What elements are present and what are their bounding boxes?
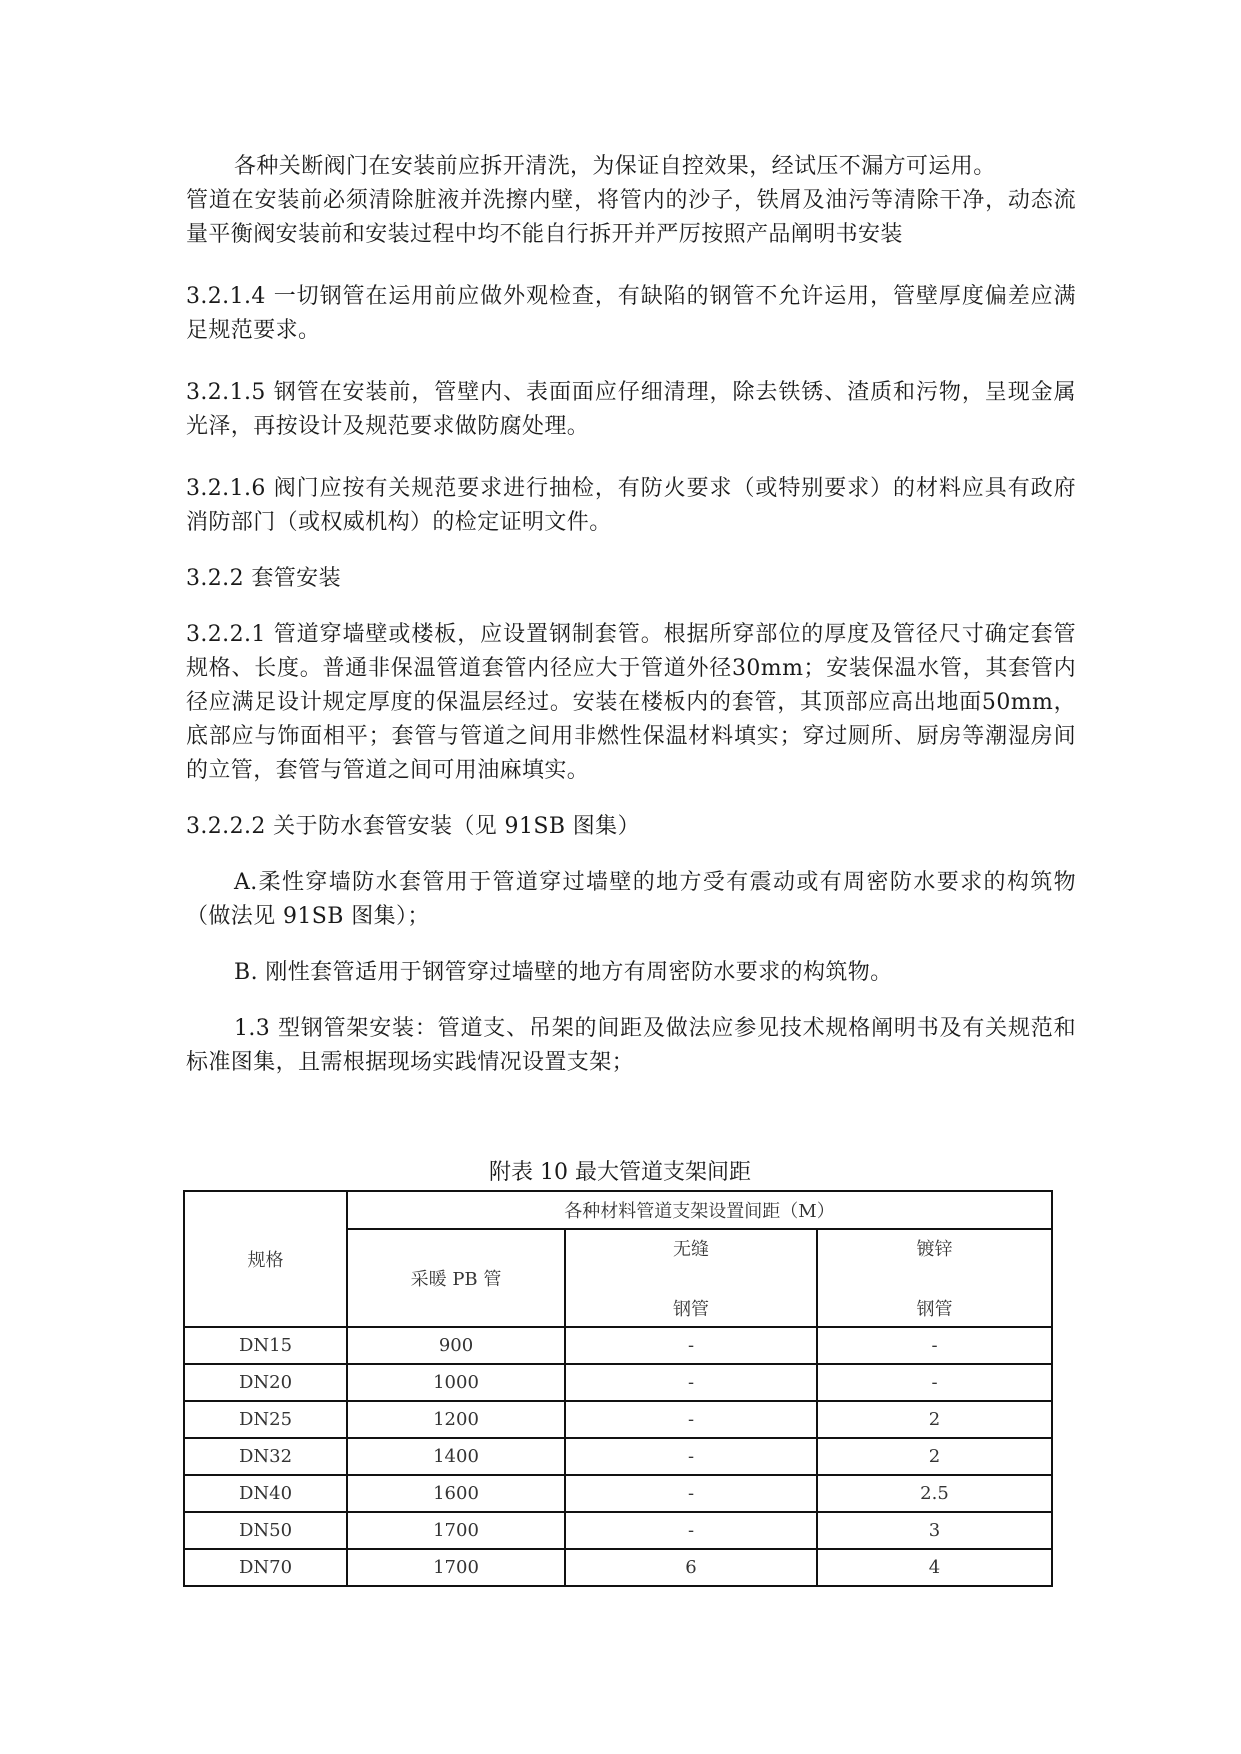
pb-cell: 1000 xyxy=(347,1364,565,1401)
galvanized-cell: - xyxy=(817,1364,1052,1401)
galvanized-header-line1: 镀锌 xyxy=(916,1239,953,1260)
galvanized-cell: 4 xyxy=(817,1549,1052,1586)
paragraph-3-2-1-4: 3.2.1.4 一切钢管在运用前应做外观检查，有缺陷的钢管不允许运用，管壁厚度偏差应满足规范要求。 xyxy=(186,284,1076,343)
table-row xyxy=(184,1438,1052,1475)
galvanized-header-line2: 钢管 xyxy=(916,1299,953,1320)
table-row xyxy=(184,1512,1052,1549)
paragraph-flexible-sleeve: A.柔性穿墙防水套管用于管道穿过墙壁的地方受有震动或有周密防水要求的构筑物（做法见 91SB 图集）； xyxy=(186,870,1076,929)
seamless-cell: 6 xyxy=(565,1549,817,1586)
paragraph-valve-cleaning: 各种关断阀门在安装前应拆开清洗，为保证自控效果，经试压不漏方可运用。 xyxy=(234,154,996,179)
seamless-cell: - xyxy=(565,1512,817,1549)
paragraph-3-2-1-5: 3.2.1.5 钢管在安装前，管壁内、表面面应仔细清理，除去铁锈、渣质和污物，呈现金属光泽，再按设计及规范要求做防腐处理。 xyxy=(186,380,1076,439)
seamless-cell: - xyxy=(565,1401,817,1438)
galvanized-cell: 2.5 xyxy=(817,1475,1052,1512)
galvanized-cell: 2 xyxy=(817,1438,1052,1475)
spec-cell: DN70 xyxy=(184,1549,347,1586)
pb-cell: 1200 xyxy=(347,1401,565,1438)
galvanized-pipe-header xyxy=(817,1229,1052,1327)
table-row xyxy=(184,1401,1052,1438)
document-body xyxy=(186,150,1076,1080)
heading-3-2-2: 3.2.2 套管安装 xyxy=(186,566,341,591)
spec-cell: DN40 xyxy=(184,1475,347,1512)
heading-3-2-2-2: 3.2.2.2 关于防水套管安装（见 91SB 图集） xyxy=(186,814,640,839)
seamless-cell: - xyxy=(565,1475,817,1512)
pb-pipe-header: 采暖 PB 管 xyxy=(347,1229,565,1327)
galvanized-cell: - xyxy=(817,1327,1052,1364)
seamless-pipe-header xyxy=(565,1229,817,1327)
paragraph-3-2-2-1: 3.2.2.1 管道穿墙壁或楼板，应设置钢制套管。根据所穿部位的厚度及管径尺寸确定套管规格、长度。普通非保温管道套管内径应大于管道外径30mm；安装保温水管，其套管内径应满足设计规定厚度的保温层经过。安装在楼板内的套管，其顶部应高出地面50mm，底部应与饰面相平；套管与管道之间用非燃性保温材料填实；穿过厕所、厨房等潮湿房间的立管，套管与管道之间可用油麻填实。 xyxy=(186,622,1076,783)
table-row xyxy=(184,1475,1052,1512)
spec-cell: DN15 xyxy=(184,1327,347,1364)
pb-cell: 1400 xyxy=(347,1438,565,1475)
support-spacing-table xyxy=(183,1190,1053,1587)
pb-cell: 1700 xyxy=(347,1512,565,1549)
pb-cell: 1700 xyxy=(347,1549,565,1586)
table-row xyxy=(184,1364,1052,1401)
spec-cell: DN20 xyxy=(184,1364,347,1401)
spec-cell: DN25 xyxy=(184,1401,347,1438)
galvanized-cell: 3 xyxy=(817,1512,1052,1549)
pb-cell: 1600 xyxy=(347,1475,565,1512)
seamless-cell: - xyxy=(565,1327,817,1364)
galvanized-cell: 2 xyxy=(817,1401,1052,1438)
table-row xyxy=(184,1327,1052,1364)
spec-cell: DN50 xyxy=(184,1512,347,1549)
group-header-cell: 各种材料管道支架设置间距（M） xyxy=(347,1191,1052,1229)
seamless-cell: - xyxy=(565,1364,817,1401)
paragraph-3-2-1-6: 3.2.1.6 阀门应按有关规范要求进行抽检，有防火要求（或特别要求）的材料应具有政府消防部门（或权威机构）的检定证明文件。 xyxy=(186,476,1076,535)
spec-header-cell: 规格 xyxy=(184,1191,347,1327)
seamless-cell: - xyxy=(565,1438,817,1475)
paragraph-steel-support: 1.3 型钢管架安装：管道支、吊架的间距及做法应参见技术规格阐明书及有关规范和标准图集，且需根据现场实践情况设置支架； xyxy=(186,1016,1076,1075)
spec-cell: DN32 xyxy=(184,1438,347,1475)
paragraph-rigid-sleeve: B. 刚性套管适用于钢管穿过墙壁的地方有周密防水要求的构筑物。 xyxy=(234,960,893,985)
table-row xyxy=(184,1549,1052,1586)
pb-cell: 900 xyxy=(347,1327,565,1364)
seamless-header-line2: 钢管 xyxy=(673,1299,709,1320)
table-caption: 附表 10 最大管道支架间距 xyxy=(489,1160,751,1185)
seamless-header-line1: 无缝 xyxy=(673,1239,709,1260)
paragraph-pipe-cleaning: 管道在安装前必须清除脏液并洗擦内壁，将管内的沙子，铁屑及油污等清除干净，动态流量平衡阀安装前和安装过程中均不能自行拆开并严厉按照产品阐明书安装 xyxy=(186,188,1076,247)
